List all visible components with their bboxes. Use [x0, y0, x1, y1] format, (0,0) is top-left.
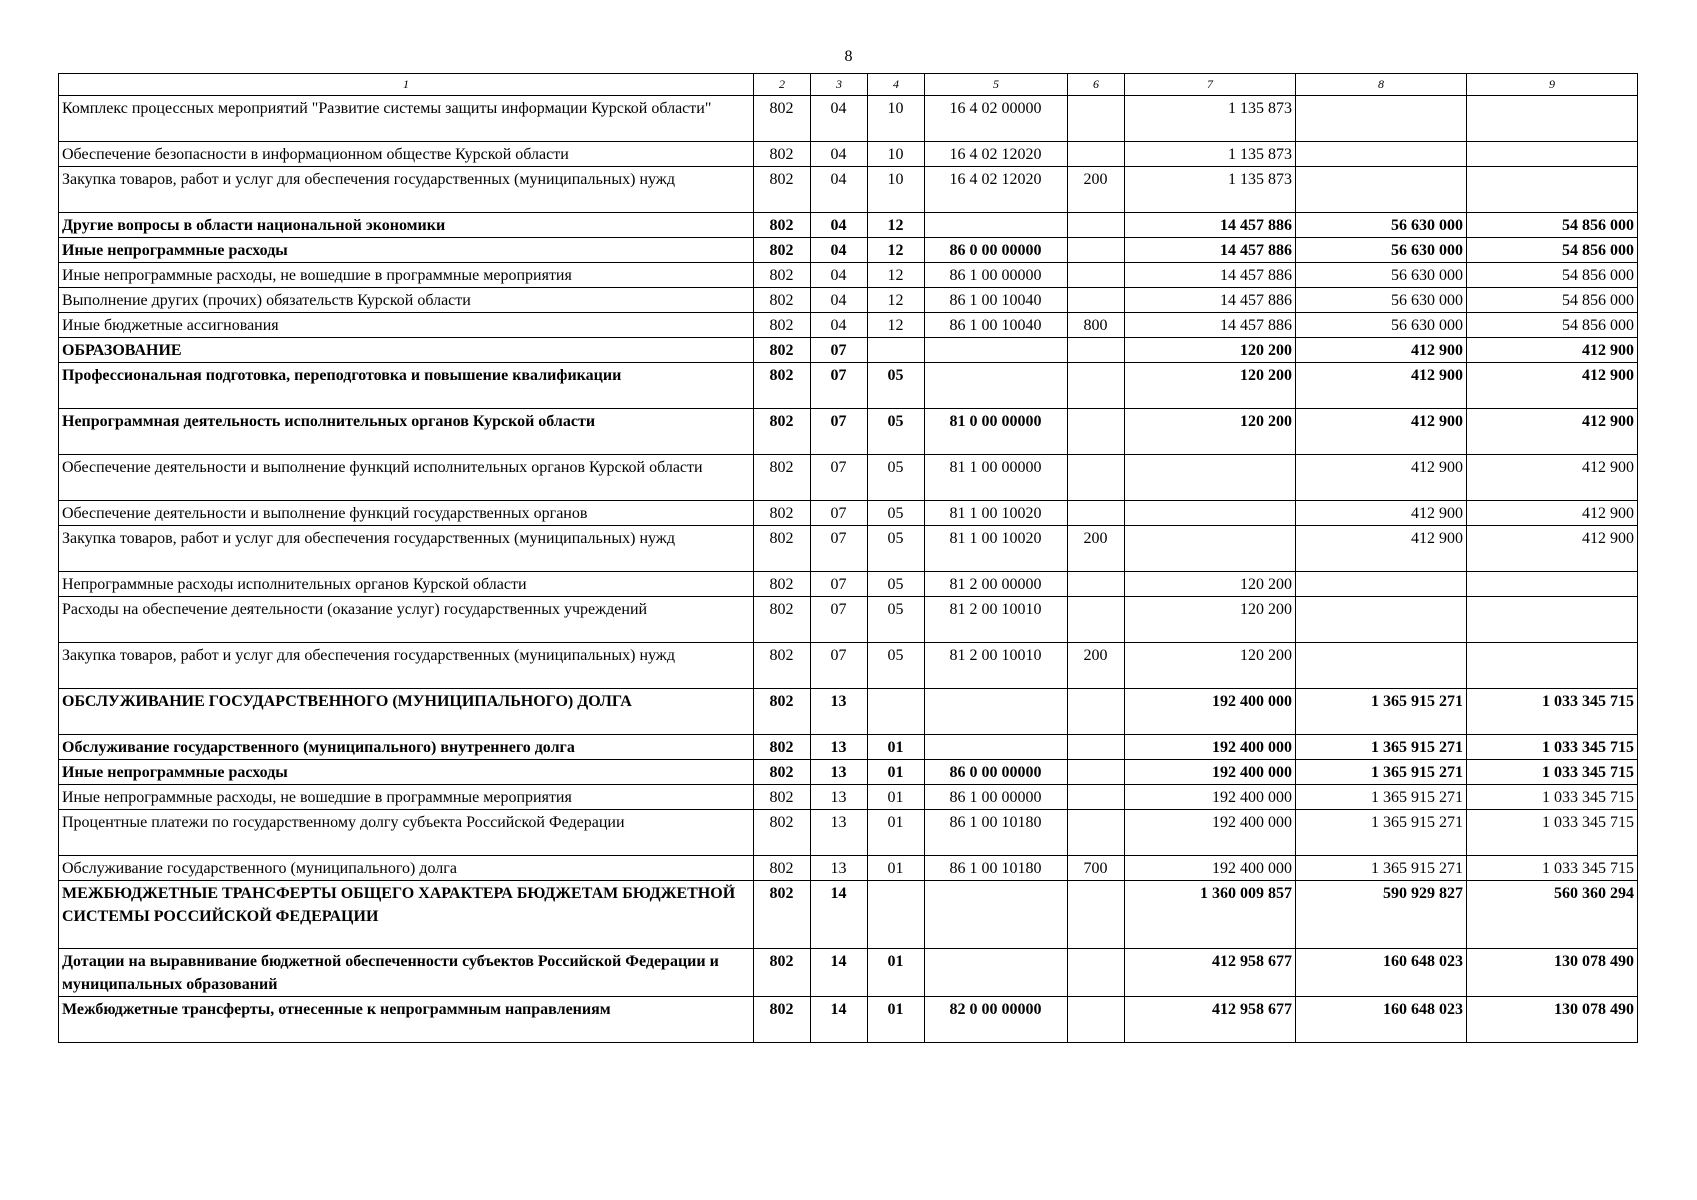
row-name: Закупка товаров, работ и услуг для обеспечения государственных (муниципальных) нужд — [59, 526, 754, 572]
amount-col-9: 54 856 000 — [1467, 238, 1638, 263]
expense-type-code: 700 — [1068, 856, 1125, 881]
amount-col-7: 120 200 — [1125, 572, 1296, 597]
amount-col-9 — [1467, 572, 1638, 597]
amount-col-7: 192 400 000 — [1125, 810, 1296, 856]
row-name: Закупка товаров, работ и услуг для обеспечения государственных (муниципальных) нужд — [59, 167, 754, 213]
row-name: Обеспечение деятельности и выполнение функций государственных органов — [59, 501, 754, 526]
column-header: 8 — [1296, 74, 1467, 96]
expense-type-code — [1068, 288, 1125, 313]
row-name: Обеспечение безопасности в информационном обществе Курской области — [59, 142, 754, 167]
amount-col-8 — [1296, 96, 1467, 142]
amount-col-8: 412 900 — [1296, 501, 1467, 526]
target-article-code — [925, 213, 1068, 238]
table-row — [59, 213, 1638, 238]
section-code: 04 — [811, 288, 868, 313]
amount-col-9 — [1467, 96, 1638, 142]
table-row — [59, 288, 1638, 313]
row-name: Иные непрограммные расходы — [59, 760, 754, 785]
expense-type-code — [1068, 760, 1125, 785]
amount-col-7: 120 200 — [1125, 643, 1296, 689]
row-name: Непрограммная деятельность исполнительных органов Курской области — [59, 409, 754, 455]
table-row — [59, 142, 1638, 167]
amount-col-8: 412 900 — [1296, 338, 1467, 363]
amount-col-7: 1 135 873 — [1125, 167, 1296, 213]
expense-type-code — [1068, 949, 1125, 997]
target-article-code — [925, 881, 1068, 949]
column-header: 1 — [59, 74, 754, 96]
target-article-code: 81 0 00 00000 — [925, 409, 1068, 455]
section-code: 07 — [811, 501, 868, 526]
subsection-code: 05 — [868, 409, 925, 455]
ved-code: 802 — [754, 313, 811, 338]
amount-col-7: 14 457 886 — [1125, 288, 1296, 313]
ved-code: 802 — [754, 96, 811, 142]
column-header: 6 — [1068, 74, 1125, 96]
column-header: 3 — [811, 74, 868, 96]
amount-col-8 — [1296, 142, 1467, 167]
subsection-code: 01 — [868, 949, 925, 997]
expense-type-code: 800 — [1068, 313, 1125, 338]
ved-code: 802 — [754, 501, 811, 526]
table-row — [59, 263, 1638, 288]
subsection-code: 05 — [868, 597, 925, 643]
amount-col-9: 1 033 345 715 — [1467, 735, 1638, 760]
table-row — [59, 881, 1638, 949]
amount-col-7: 192 400 000 — [1125, 785, 1296, 810]
target-article-code: 86 1 00 10180 — [925, 856, 1068, 881]
amount-col-8: 160 648 023 — [1296, 949, 1467, 997]
amount-col-7: 1 135 873 — [1125, 96, 1296, 142]
amount-col-7: 14 457 886 — [1125, 313, 1296, 338]
subsection-code: 01 — [868, 810, 925, 856]
ved-code: 802 — [754, 856, 811, 881]
target-article-code — [925, 689, 1068, 735]
amount-col-9: 412 900 — [1467, 455, 1638, 501]
amount-col-7: 412 958 677 — [1125, 949, 1296, 997]
row-name: Иные непрограммные расходы, не вошедшие в программные мероприятия — [59, 785, 754, 810]
row-name: Обслуживание государственного (муниципального) внутреннего долга — [59, 735, 754, 760]
target-article-code: 86 1 00 10040 — [925, 313, 1068, 338]
amount-col-7: 120 200 — [1125, 338, 1296, 363]
amount-col-7 — [1125, 455, 1296, 501]
section-code: 13 — [811, 735, 868, 760]
page-number: 8 — [844, 48, 853, 65]
target-article-code: 81 1 00 00000 — [925, 455, 1068, 501]
amount-col-8: 56 630 000 — [1296, 313, 1467, 338]
section-code: 04 — [811, 313, 868, 338]
amount-col-7: 192 400 000 — [1125, 856, 1296, 881]
amount-col-7 — [1125, 501, 1296, 526]
target-article-code: 81 2 00 10010 — [925, 597, 1068, 643]
expense-type-code — [1068, 213, 1125, 238]
amount-col-8 — [1296, 167, 1467, 213]
expense-type-code — [1068, 572, 1125, 597]
subsection-code: 01 — [868, 785, 925, 810]
subsection-code: 05 — [868, 572, 925, 597]
table-row — [59, 997, 1638, 1043]
row-name: ОБРАЗОВАНИЕ — [59, 338, 754, 363]
amount-col-9: 54 856 000 — [1467, 213, 1638, 238]
amount-col-9: 1 033 345 715 — [1467, 760, 1638, 785]
expense-type-code — [1068, 96, 1125, 142]
target-article-code: 82 0 00 00000 — [925, 997, 1068, 1043]
target-article-code: 81 1 00 10020 — [925, 526, 1068, 572]
table-row — [59, 760, 1638, 785]
amount-col-9: 1 033 345 715 — [1467, 689, 1638, 735]
amount-col-9: 1 033 345 715 — [1467, 856, 1638, 881]
section-code: 13 — [811, 856, 868, 881]
amount-col-9: 54 856 000 — [1467, 263, 1638, 288]
amount-col-9: 54 856 000 — [1467, 313, 1638, 338]
amount-col-8: 412 900 — [1296, 409, 1467, 455]
subsection-code: 12 — [868, 238, 925, 263]
expense-type-code — [1068, 810, 1125, 856]
table-body — [59, 96, 1638, 1043]
ved-code: 802 — [754, 526, 811, 572]
subsection-code — [868, 338, 925, 363]
expense-type-code: 200 — [1068, 167, 1125, 213]
amount-col-9: 560 360 294 — [1467, 881, 1638, 949]
row-name: МЕЖБЮДЖЕТНЫЕ ТРАНСФЕРТЫ ОБЩЕГО ХАРАКТЕРА БЮДЖЕТАМ БЮДЖЕТНОЙ СИСТЕМЫ РОССИЙСКОЙ ФЕДЕРАЦИИ — [59, 881, 754, 949]
table-row — [59, 313, 1638, 338]
ved-code: 802 — [754, 597, 811, 643]
expense-type-code — [1068, 735, 1125, 760]
subsection-code: 10 — [868, 142, 925, 167]
target-article-code: 81 2 00 00000 — [925, 572, 1068, 597]
amount-col-9: 130 078 490 — [1467, 997, 1638, 1043]
subsection-code: 05 — [868, 455, 925, 501]
row-name: ОБСЛУЖИВАНИЕ ГОСУДАРСТВЕННОГО (МУНИЦИПАЛЬНОГО) ДОЛГА — [59, 689, 754, 735]
column-header: 2 — [754, 74, 811, 96]
section-code: 13 — [811, 760, 868, 785]
target-article-code: 16 4 02 12020 — [925, 167, 1068, 213]
amount-col-7 — [1125, 526, 1296, 572]
table-row — [59, 735, 1638, 760]
subsection-code: 01 — [868, 997, 925, 1043]
amount-col-9: 54 856 000 — [1467, 288, 1638, 313]
target-article-code — [925, 735, 1068, 760]
ved-code: 802 — [754, 735, 811, 760]
target-article-code: 86 1 00 00000 — [925, 785, 1068, 810]
amount-col-7: 1 135 873 — [1125, 142, 1296, 167]
amount-col-8 — [1296, 643, 1467, 689]
row-name: Иные непрограммные расходы — [59, 238, 754, 263]
subsection-code: 05 — [868, 526, 925, 572]
amount-col-9: 412 900 — [1467, 338, 1638, 363]
row-name: Иные непрограммные расходы, не вошедшие в программные мероприятия — [59, 263, 754, 288]
expense-type-code — [1068, 142, 1125, 167]
section-code: 07 — [811, 526, 868, 572]
table-row — [59, 167, 1638, 213]
ved-code: 802 — [754, 263, 811, 288]
table-row — [59, 689, 1638, 735]
expense-type-code — [1068, 597, 1125, 643]
table-row — [59, 455, 1638, 501]
amount-col-7: 192 400 000 — [1125, 760, 1296, 785]
amount-col-8: 56 630 000 — [1296, 288, 1467, 313]
amount-col-7: 120 200 — [1125, 409, 1296, 455]
amount-col-8: 412 900 — [1296, 363, 1467, 409]
table-row — [59, 597, 1638, 643]
amount-col-8 — [1296, 597, 1467, 643]
section-code: 04 — [811, 238, 868, 263]
table-row — [59, 338, 1638, 363]
ved-code: 802 — [754, 643, 811, 689]
amount-col-7: 192 400 000 — [1125, 689, 1296, 735]
amount-col-9 — [1467, 643, 1638, 689]
ved-code: 802 — [754, 810, 811, 856]
column-header-row — [59, 74, 1638, 96]
amount-col-8: 590 929 827 — [1296, 881, 1467, 949]
amount-col-8: 412 900 — [1296, 455, 1467, 501]
ved-code: 802 — [754, 142, 811, 167]
row-name: Обеспечение деятельности и выполнение функций исполнительных органов Курской области — [59, 455, 754, 501]
expense-type-code — [1068, 338, 1125, 363]
section-code: 07 — [811, 455, 868, 501]
ved-code: 802 — [754, 167, 811, 213]
amount-col-9: 1 033 345 715 — [1467, 810, 1638, 856]
amount-col-7: 14 457 886 — [1125, 238, 1296, 263]
expense-type-code — [1068, 785, 1125, 810]
subsection-code: 01 — [868, 760, 925, 785]
table-row — [59, 643, 1638, 689]
table-row — [59, 526, 1638, 572]
section-code: 14 — [811, 949, 868, 997]
amount-col-8: 1 365 915 271 — [1296, 856, 1467, 881]
section-code: 07 — [811, 338, 868, 363]
amount-col-7: 14 457 886 — [1125, 263, 1296, 288]
expense-type-code — [1068, 363, 1125, 409]
section-code: 13 — [811, 689, 868, 735]
subsection-code: 05 — [868, 363, 925, 409]
subsection-code: 12 — [868, 288, 925, 313]
section-code: 04 — [811, 167, 868, 213]
amount-col-8: 56 630 000 — [1296, 213, 1467, 238]
column-header: 5 — [925, 74, 1068, 96]
ved-code: 802 — [754, 689, 811, 735]
row-name: Межбюджетные трансферты, отнесенные к непрограммным направлениям — [59, 997, 754, 1043]
amount-col-8: 1 365 915 271 — [1296, 689, 1467, 735]
target-article-code — [925, 949, 1068, 997]
ved-code: 802 — [754, 760, 811, 785]
ved-code: 802 — [754, 785, 811, 810]
section-code: 04 — [811, 142, 868, 167]
expense-type-code — [1068, 997, 1125, 1043]
amount-col-9: 412 900 — [1467, 501, 1638, 526]
table-row — [59, 810, 1638, 856]
target-article-code: 16 4 02 00000 — [925, 96, 1068, 142]
row-name: Закупка товаров, работ и услуг для обеспечения государственных (муниципальных) нужд — [59, 643, 754, 689]
ved-code: 802 — [754, 363, 811, 409]
target-article-code: 86 1 00 10180 — [925, 810, 1068, 856]
expense-type-code — [1068, 238, 1125, 263]
amount-col-8: 1 365 915 271 — [1296, 760, 1467, 785]
target-article-code — [925, 363, 1068, 409]
amount-col-9: 1 033 345 715 — [1467, 785, 1638, 810]
row-name: Иные бюджетные ассигнования — [59, 313, 754, 338]
budget-table — [58, 73, 1638, 1043]
target-article-code — [925, 338, 1068, 363]
table-row — [59, 363, 1638, 409]
section-code: 07 — [811, 572, 868, 597]
expense-type-code — [1068, 263, 1125, 288]
amount-col-7: 14 457 886 — [1125, 213, 1296, 238]
row-name: Процентные платежи по государственному долгу субъекта Российской Федерации — [59, 810, 754, 856]
amount-col-8 — [1296, 572, 1467, 597]
amount-col-8: 56 630 000 — [1296, 238, 1467, 263]
row-name: Непрограммные расходы исполнительных органов Курской области — [59, 572, 754, 597]
table-row — [59, 785, 1638, 810]
target-article-code: 81 1 00 10020 — [925, 501, 1068, 526]
subsection-code: 05 — [868, 643, 925, 689]
ved-code: 802 — [754, 338, 811, 363]
ved-code: 802 — [754, 949, 811, 997]
ved-code: 802 — [754, 455, 811, 501]
target-article-code: 81 2 00 10010 — [925, 643, 1068, 689]
column-header: 4 — [868, 74, 925, 96]
target-article-code: 86 0 00 00000 — [925, 238, 1068, 263]
amount-col-7: 412 958 677 — [1125, 997, 1296, 1043]
section-code: 07 — [811, 363, 868, 409]
column-header: 7 — [1125, 74, 1296, 96]
ved-code: 802 — [754, 213, 811, 238]
section-code: 14 — [811, 997, 868, 1043]
amount-col-7: 1 360 009 857 — [1125, 881, 1296, 949]
expense-type-code: 200 — [1068, 526, 1125, 572]
expense-type-code — [1068, 501, 1125, 526]
row-name: Другие вопросы в области национальной экономики — [59, 213, 754, 238]
expense-type-code — [1068, 409, 1125, 455]
expense-type-code — [1068, 881, 1125, 949]
section-code: 07 — [811, 409, 868, 455]
expense-type-code — [1068, 689, 1125, 735]
row-name: Дотации на выравнивание бюджетной обеспеченности субъектов Российской Федерации и муниципальных образований — [59, 949, 754, 997]
ved-code: 802 — [754, 881, 811, 949]
subsection-code: 01 — [868, 856, 925, 881]
amount-col-9 — [1467, 142, 1638, 167]
column-header: 9 — [1467, 74, 1638, 96]
ved-code: 802 — [754, 288, 811, 313]
amount-col-8: 412 900 — [1296, 526, 1467, 572]
amount-col-8: 1 365 915 271 — [1296, 785, 1467, 810]
amount-col-8: 160 648 023 — [1296, 997, 1467, 1043]
amount-col-9: 412 900 — [1467, 363, 1638, 409]
subsection-code — [868, 689, 925, 735]
amount-col-9 — [1467, 597, 1638, 643]
row-name: Комплекс процессных мероприятий "Развитие системы защиты информации Курской области" — [59, 96, 754, 142]
ved-code: 802 — [754, 238, 811, 263]
section-code: 13 — [811, 785, 868, 810]
ved-code: 802 — [754, 572, 811, 597]
row-name: Выполнение других (прочих) обязательств Курской области — [59, 288, 754, 313]
subsection-code: 10 — [868, 167, 925, 213]
subsection-code: 05 — [868, 501, 925, 526]
table-row — [59, 572, 1638, 597]
row-name: Профессиональная подготовка, переподготовка и повышение квалификации — [59, 363, 754, 409]
subsection-code: 12 — [868, 213, 925, 238]
ved-code: 802 — [754, 997, 811, 1043]
amount-col-8: 56 630 000 — [1296, 263, 1467, 288]
amount-col-7: 192 400 000 — [1125, 735, 1296, 760]
table-row — [59, 856, 1638, 881]
target-article-code: 16 4 02 12020 — [925, 142, 1068, 167]
ved-code: 802 — [754, 409, 811, 455]
table-row — [59, 409, 1638, 455]
section-code: 04 — [811, 96, 868, 142]
table-row — [59, 238, 1638, 263]
subsection-code — [868, 881, 925, 949]
amount-col-9: 412 900 — [1467, 409, 1638, 455]
section-code: 07 — [811, 643, 868, 689]
section-code: 04 — [811, 263, 868, 288]
table-row — [59, 96, 1638, 142]
table-row — [59, 501, 1638, 526]
amount-col-7: 120 200 — [1125, 363, 1296, 409]
amount-col-9: 412 900 — [1467, 526, 1638, 572]
amount-col-9 — [1467, 167, 1638, 213]
section-code: 14 — [811, 881, 868, 949]
target-article-code: 86 1 00 10040 — [925, 288, 1068, 313]
row-name: Обслуживание государственного (муниципального) долга — [59, 856, 754, 881]
section-code: 04 — [811, 213, 868, 238]
target-article-code: 86 1 00 00000 — [925, 263, 1068, 288]
section-code: 07 — [811, 597, 868, 643]
subsection-code: 12 — [868, 313, 925, 338]
amount-col-7: 120 200 — [1125, 597, 1296, 643]
expense-type-code — [1068, 455, 1125, 501]
subsection-code: 10 — [868, 96, 925, 142]
expense-type-code: 200 — [1068, 643, 1125, 689]
section-code: 13 — [811, 810, 868, 856]
row-name: Расходы на обеспечение деятельности (оказание услуг) государственных учреждений — [59, 597, 754, 643]
subsection-code: 01 — [868, 735, 925, 760]
subsection-code: 12 — [868, 263, 925, 288]
amount-col-8: 1 365 915 271 — [1296, 735, 1467, 760]
amount-col-8: 1 365 915 271 — [1296, 810, 1467, 856]
target-article-code: 86 0 00 00000 — [925, 760, 1068, 785]
table-row — [59, 949, 1638, 997]
amount-col-9: 130 078 490 — [1467, 949, 1638, 997]
